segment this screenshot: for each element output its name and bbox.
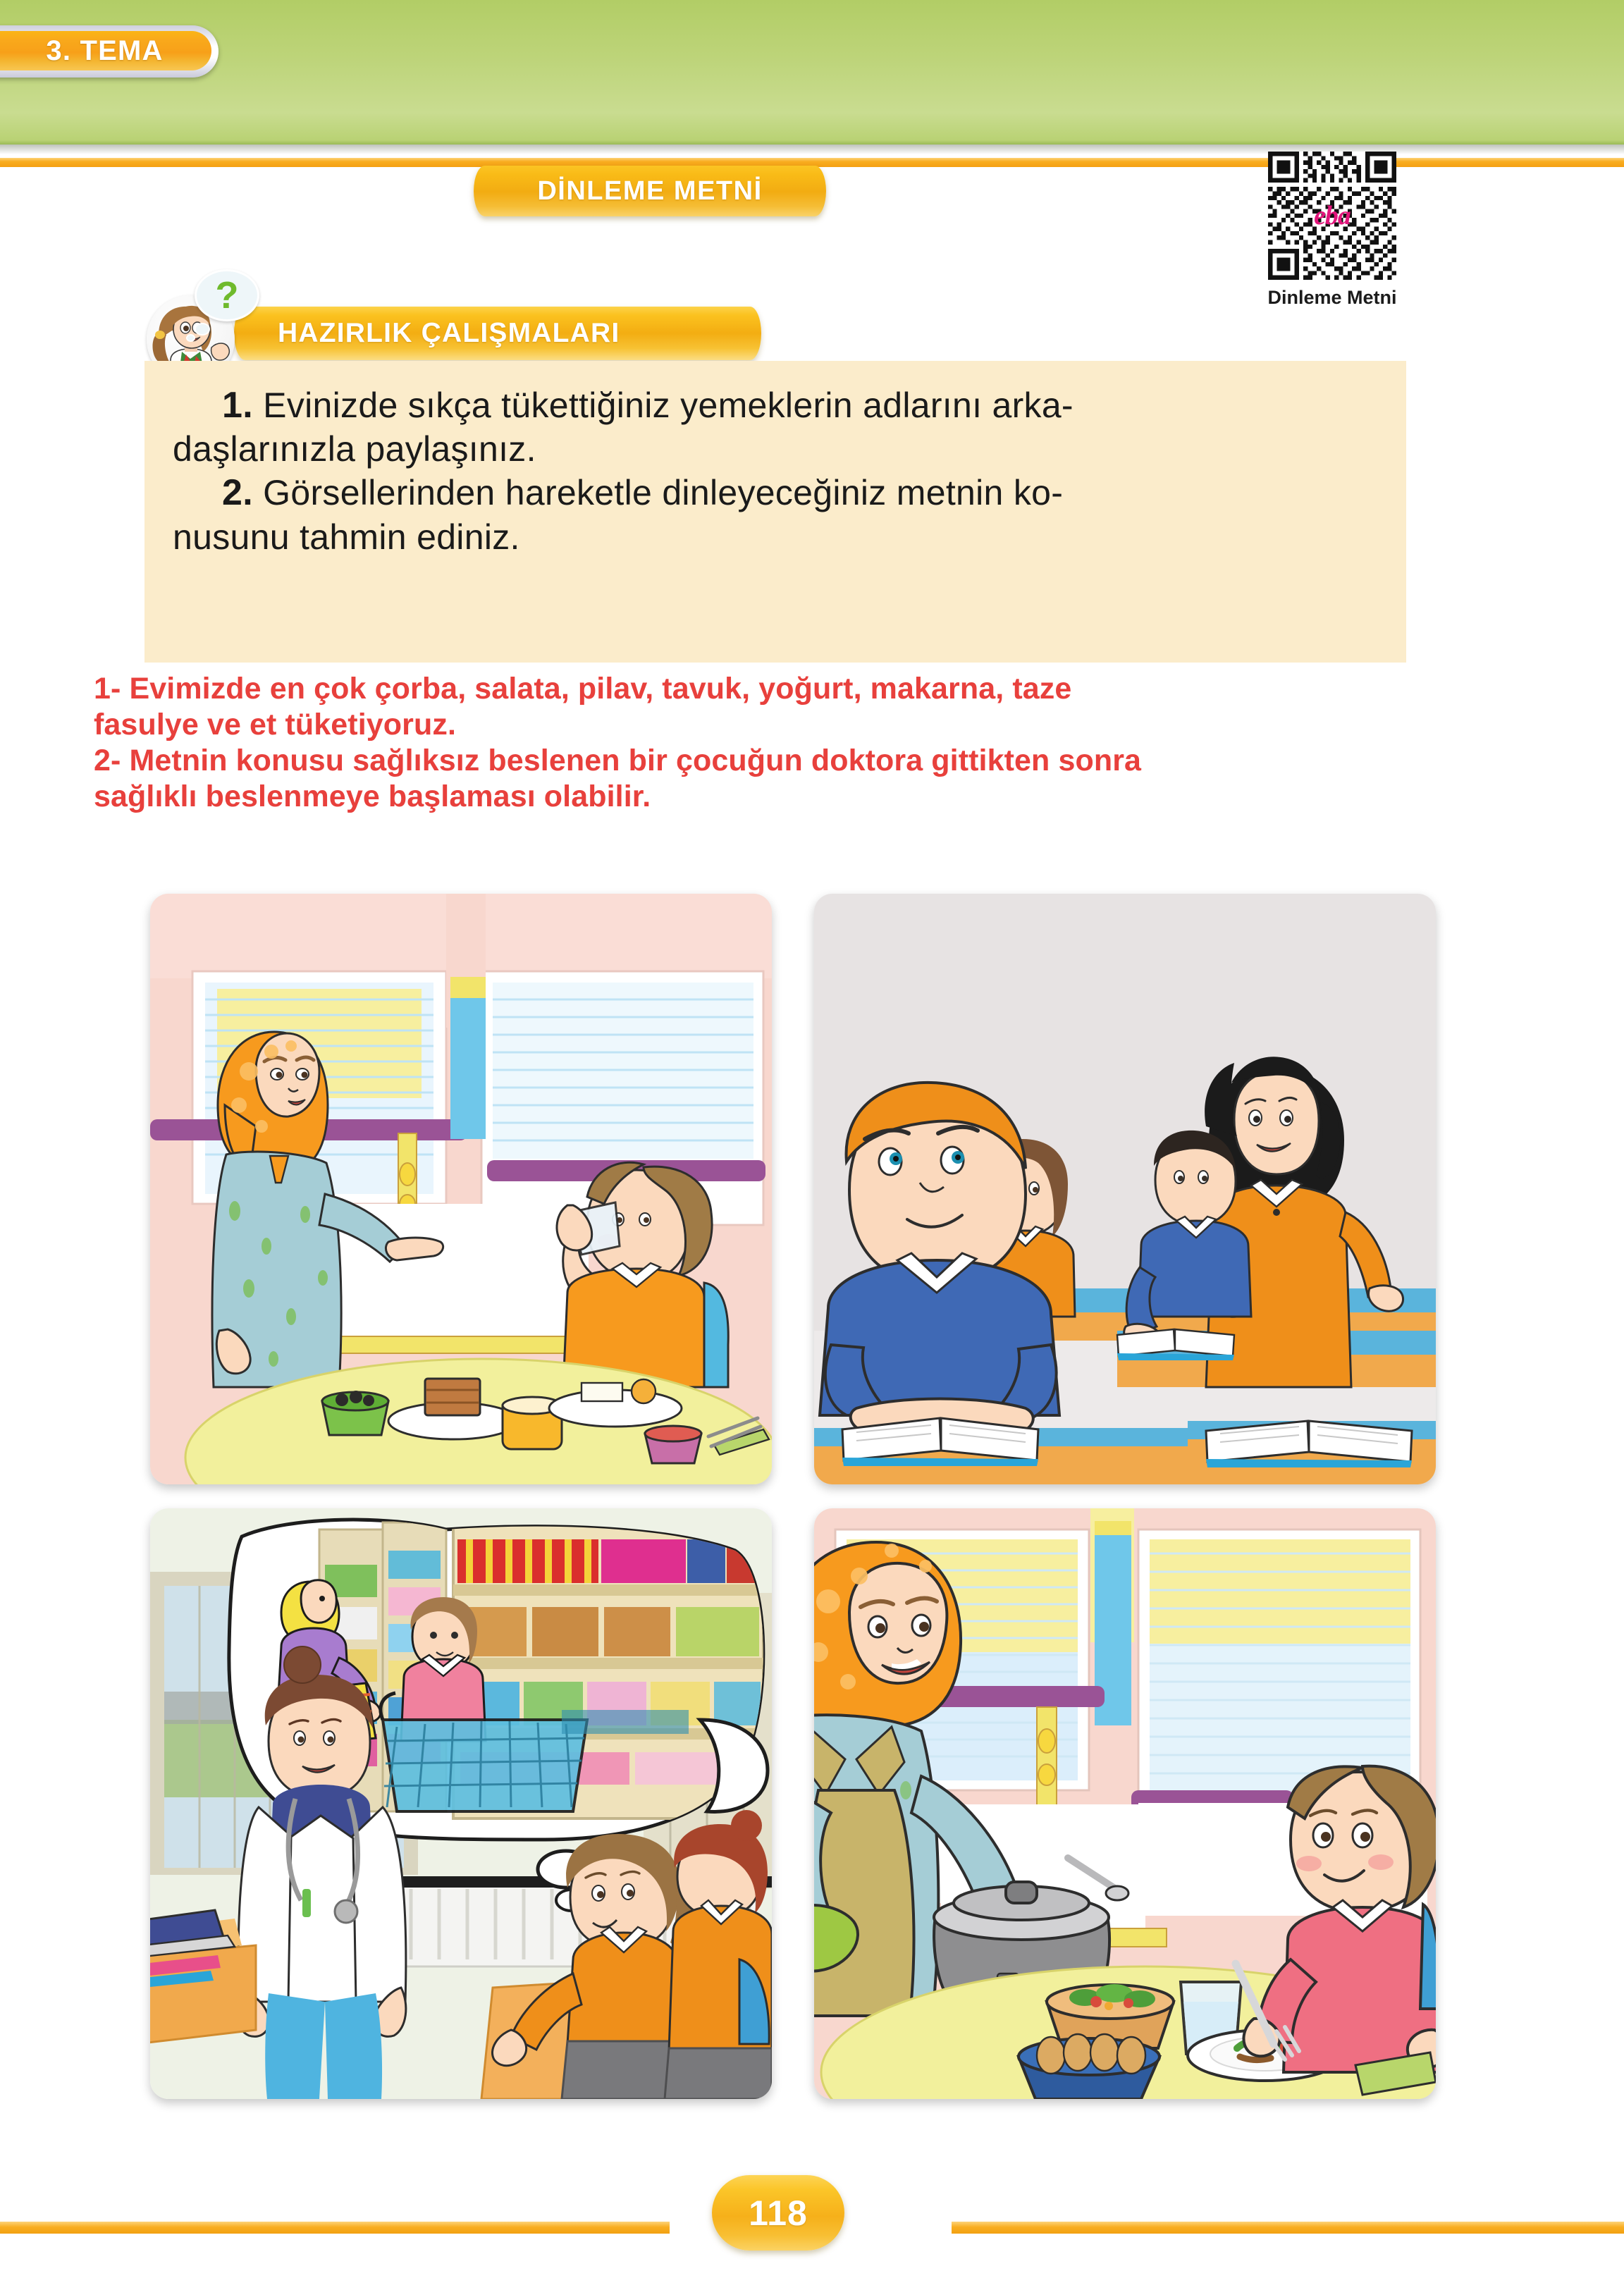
question-2-line-1 (173, 471, 1378, 515)
qr-code-icon[interactable] (1268, 152, 1396, 280)
answer-line-4: sağlıklı beslenmeye başlaması olabilir. (94, 780, 651, 814)
thought-bubble-dot-small (186, 334, 195, 342)
page-number-pill (712, 2175, 844, 2251)
answer-line-1: 1- Evimizde en çok çorba, salata, pilav, tavuk, yoğurt, makarna, taze (94, 672, 1072, 706)
page-number-label: 118 (749, 2193, 808, 2233)
question-1-number: 1. (222, 385, 253, 426)
theme-tab-inner (0, 31, 211, 70)
header-green-band (0, 0, 1624, 144)
question-mark-glyph: ? (215, 274, 239, 316)
question-1-text: Evinizde sıkça tükettiğiniz yemeklerin adlarını arka- (263, 386, 1074, 425)
student-answers (94, 671, 1546, 815)
illustration-panel-breakfast (150, 894, 772, 1484)
prep-banner-pill (234, 307, 761, 360)
prep-banner (127, 274, 761, 364)
illustration-panel-healthy-meal (814, 1508, 1436, 2099)
answer-line-3: 2- Metnin konusu sağlıksız beslenen bir çocuğun doktora gittikten sonra (94, 744, 1142, 778)
illustration-panel-doctor (150, 1508, 772, 2099)
thought-bubble-dot-large (195, 323, 210, 336)
illustration-panel-classroom (814, 894, 1436, 1484)
qr-caption: Dinleme Metni (1267, 287, 1397, 308)
section-title-label: DİNLEME METNİ (537, 176, 763, 206)
question-thought-bubble (195, 269, 259, 321)
section-title-pill (474, 166, 826, 216)
question-2-text: Görsellerinden hareketle dinleyeceğiniz metnin ko- (263, 473, 1064, 513)
qr-block (1262, 152, 1403, 309)
preparation-questions-box (144, 361, 1406, 663)
eba-logo: eba (1314, 201, 1351, 230)
question-1-line-2: daşlarınızla paylaşınız. (173, 429, 536, 469)
footer-rule-left (0, 2222, 670, 2234)
footer-rule-right (952, 2222, 1624, 2234)
theme-tab (0, 25, 219, 78)
question-1-line-1 (173, 383, 1378, 428)
question-2-line-2: nusunu tahmin ediniz. (173, 517, 520, 557)
prep-banner-label: HAZIRLIK ÇALIŞMALARI (278, 318, 620, 348)
question-2-number: 2. (222, 472, 253, 514)
theme-tab-label: 3. TEMA (46, 35, 164, 66)
answer-line-2: fasulye ve et tüketiyoruz. (94, 708, 457, 742)
